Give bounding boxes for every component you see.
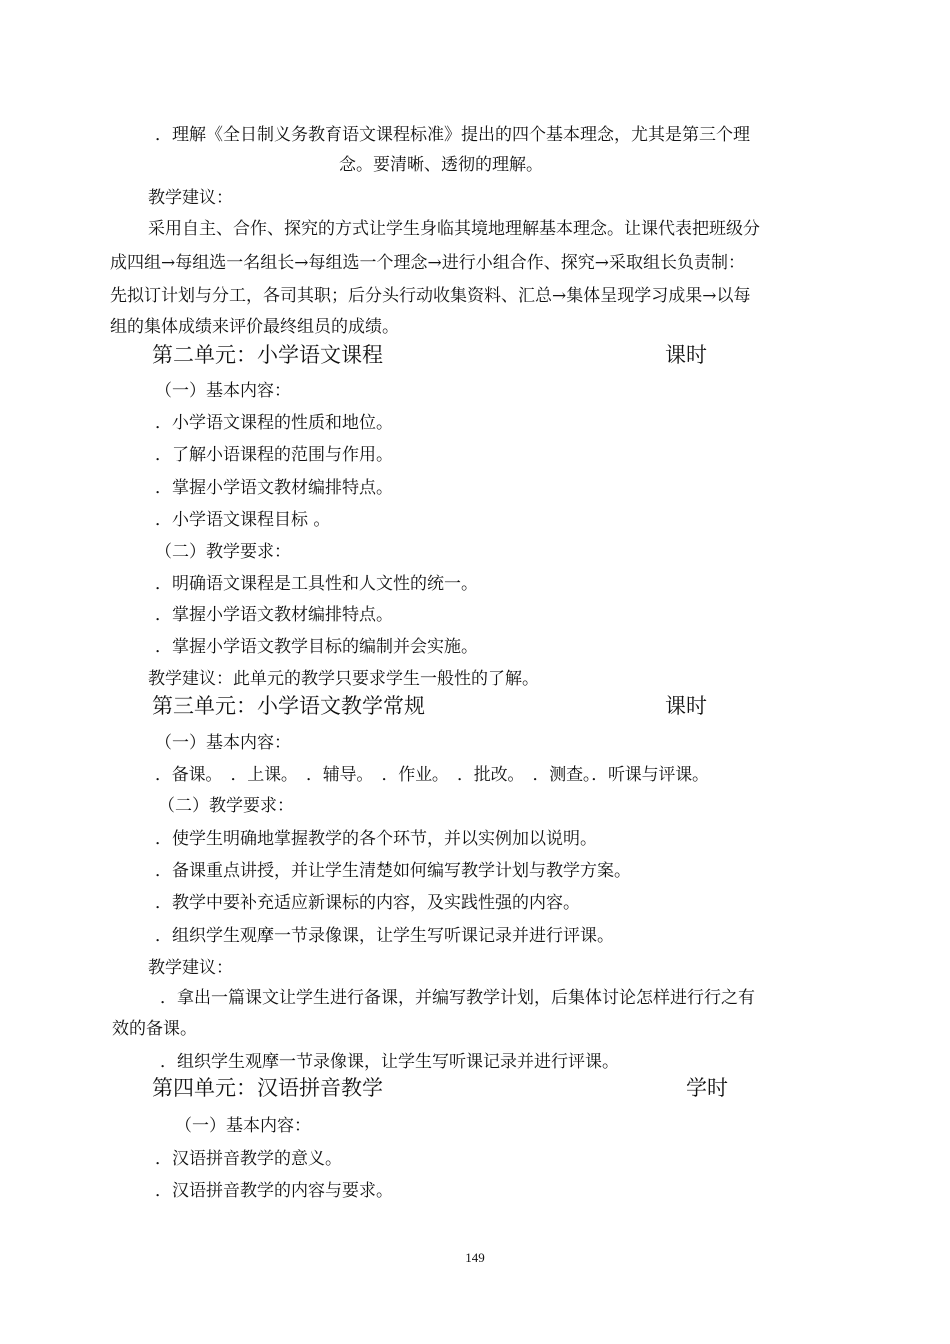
text-line: ．组织学生观摩一节录像课，让学生写听课记录并进行评课。 [160,1052,619,1072]
section-hours: 学时 [686,1076,728,1100]
text-line: 教学建议：此单元的教学只要求学生一般性的了解。 [148,669,539,689]
section-heading: 第四单元：汉语拼音教学 [152,1076,383,1100]
text-line: ．小学语文课程目标 。 [155,510,331,530]
text-line: ．了解小语课程的范围与作用。 [155,445,393,465]
text-line: ．教学中要补充适应新课标的内容，及实践性强的内容。 [155,893,580,913]
text-line: （一）基本内容： [155,733,291,753]
text-line: ．汉语拼音教学的意义。 [155,1149,342,1169]
text-line: （二）教学要求： [158,796,294,816]
text-line: （一）基本内容： [155,381,291,401]
page-number: 149 [465,1250,485,1265]
text-line: 组的集体成绩来评价最终组员的成绩。 [110,317,399,337]
section-heading: 第三单元：小学语文教学常规 [152,694,425,718]
text-line: ．小学语文课程的性质和地位。 [155,413,393,433]
text-line: 先拟订计划与分工，各司其职；后分头行动收集资料、汇总→集体呈现学习成果→以每 [110,286,751,306]
text-line: ．组织学生观摩一节录像课，让学生写听课记录并进行评课。 [155,926,614,946]
text-line: ．拿出一篇课文让学生进行备课，并编写教学计划，后集体讨论怎样进行行之有 [160,988,755,1008]
text-line: 成四组→每组选一名组长→每组选一个理念→进行小组合作、探究→采取组长负责制： [110,253,745,273]
text-line: 教学建议： [148,958,233,978]
text-line: ．掌握小学语文教材编排特点。 [155,605,393,625]
text-line: ．理解《全日制义务教育语文课程标准》提出的四个基本理念，尤其是第三个理 [155,125,750,145]
text-line: ．掌握小学语文教学目标的编制并会实施。 [155,637,478,657]
section-hours: 课时 [665,343,707,367]
section-heading: 第二单元：小学语文课程 [152,343,383,367]
text-line: ．明确语文课程是工具性和人文性的统一。 [155,574,478,594]
text-line: （一）基本内容： [175,1116,311,1136]
text-line: ．使学生明确地掌握教学的各个环节，并以实例加以说明。 [155,829,597,849]
text-line: 效的备课。 [112,1019,197,1039]
text-line: ．备课重点讲授，并让学生清楚如何编写教学计划与教学方案。 [155,861,631,881]
text-line: ．掌握小学语文教材编排特点。 [155,478,393,498]
text-line: 教学建议： [148,188,233,208]
text-line: （二）教学要求： [155,542,291,562]
section-hours: 课时 [665,694,707,718]
text-line: 念。要清晰、透彻的理解。 [339,155,543,175]
text-line: 采用自主、合作、探究的方式让学生身临其境地理解基本理念。让课代表把班级分 [148,219,760,239]
text-line: ．汉语拼音教学的内容与要求。 [155,1181,393,1201]
text-line: ．备课。 ．上课。 ．辅导。 ．作业。 ．批改。 ．测查。．听课与评课。 [155,765,709,785]
